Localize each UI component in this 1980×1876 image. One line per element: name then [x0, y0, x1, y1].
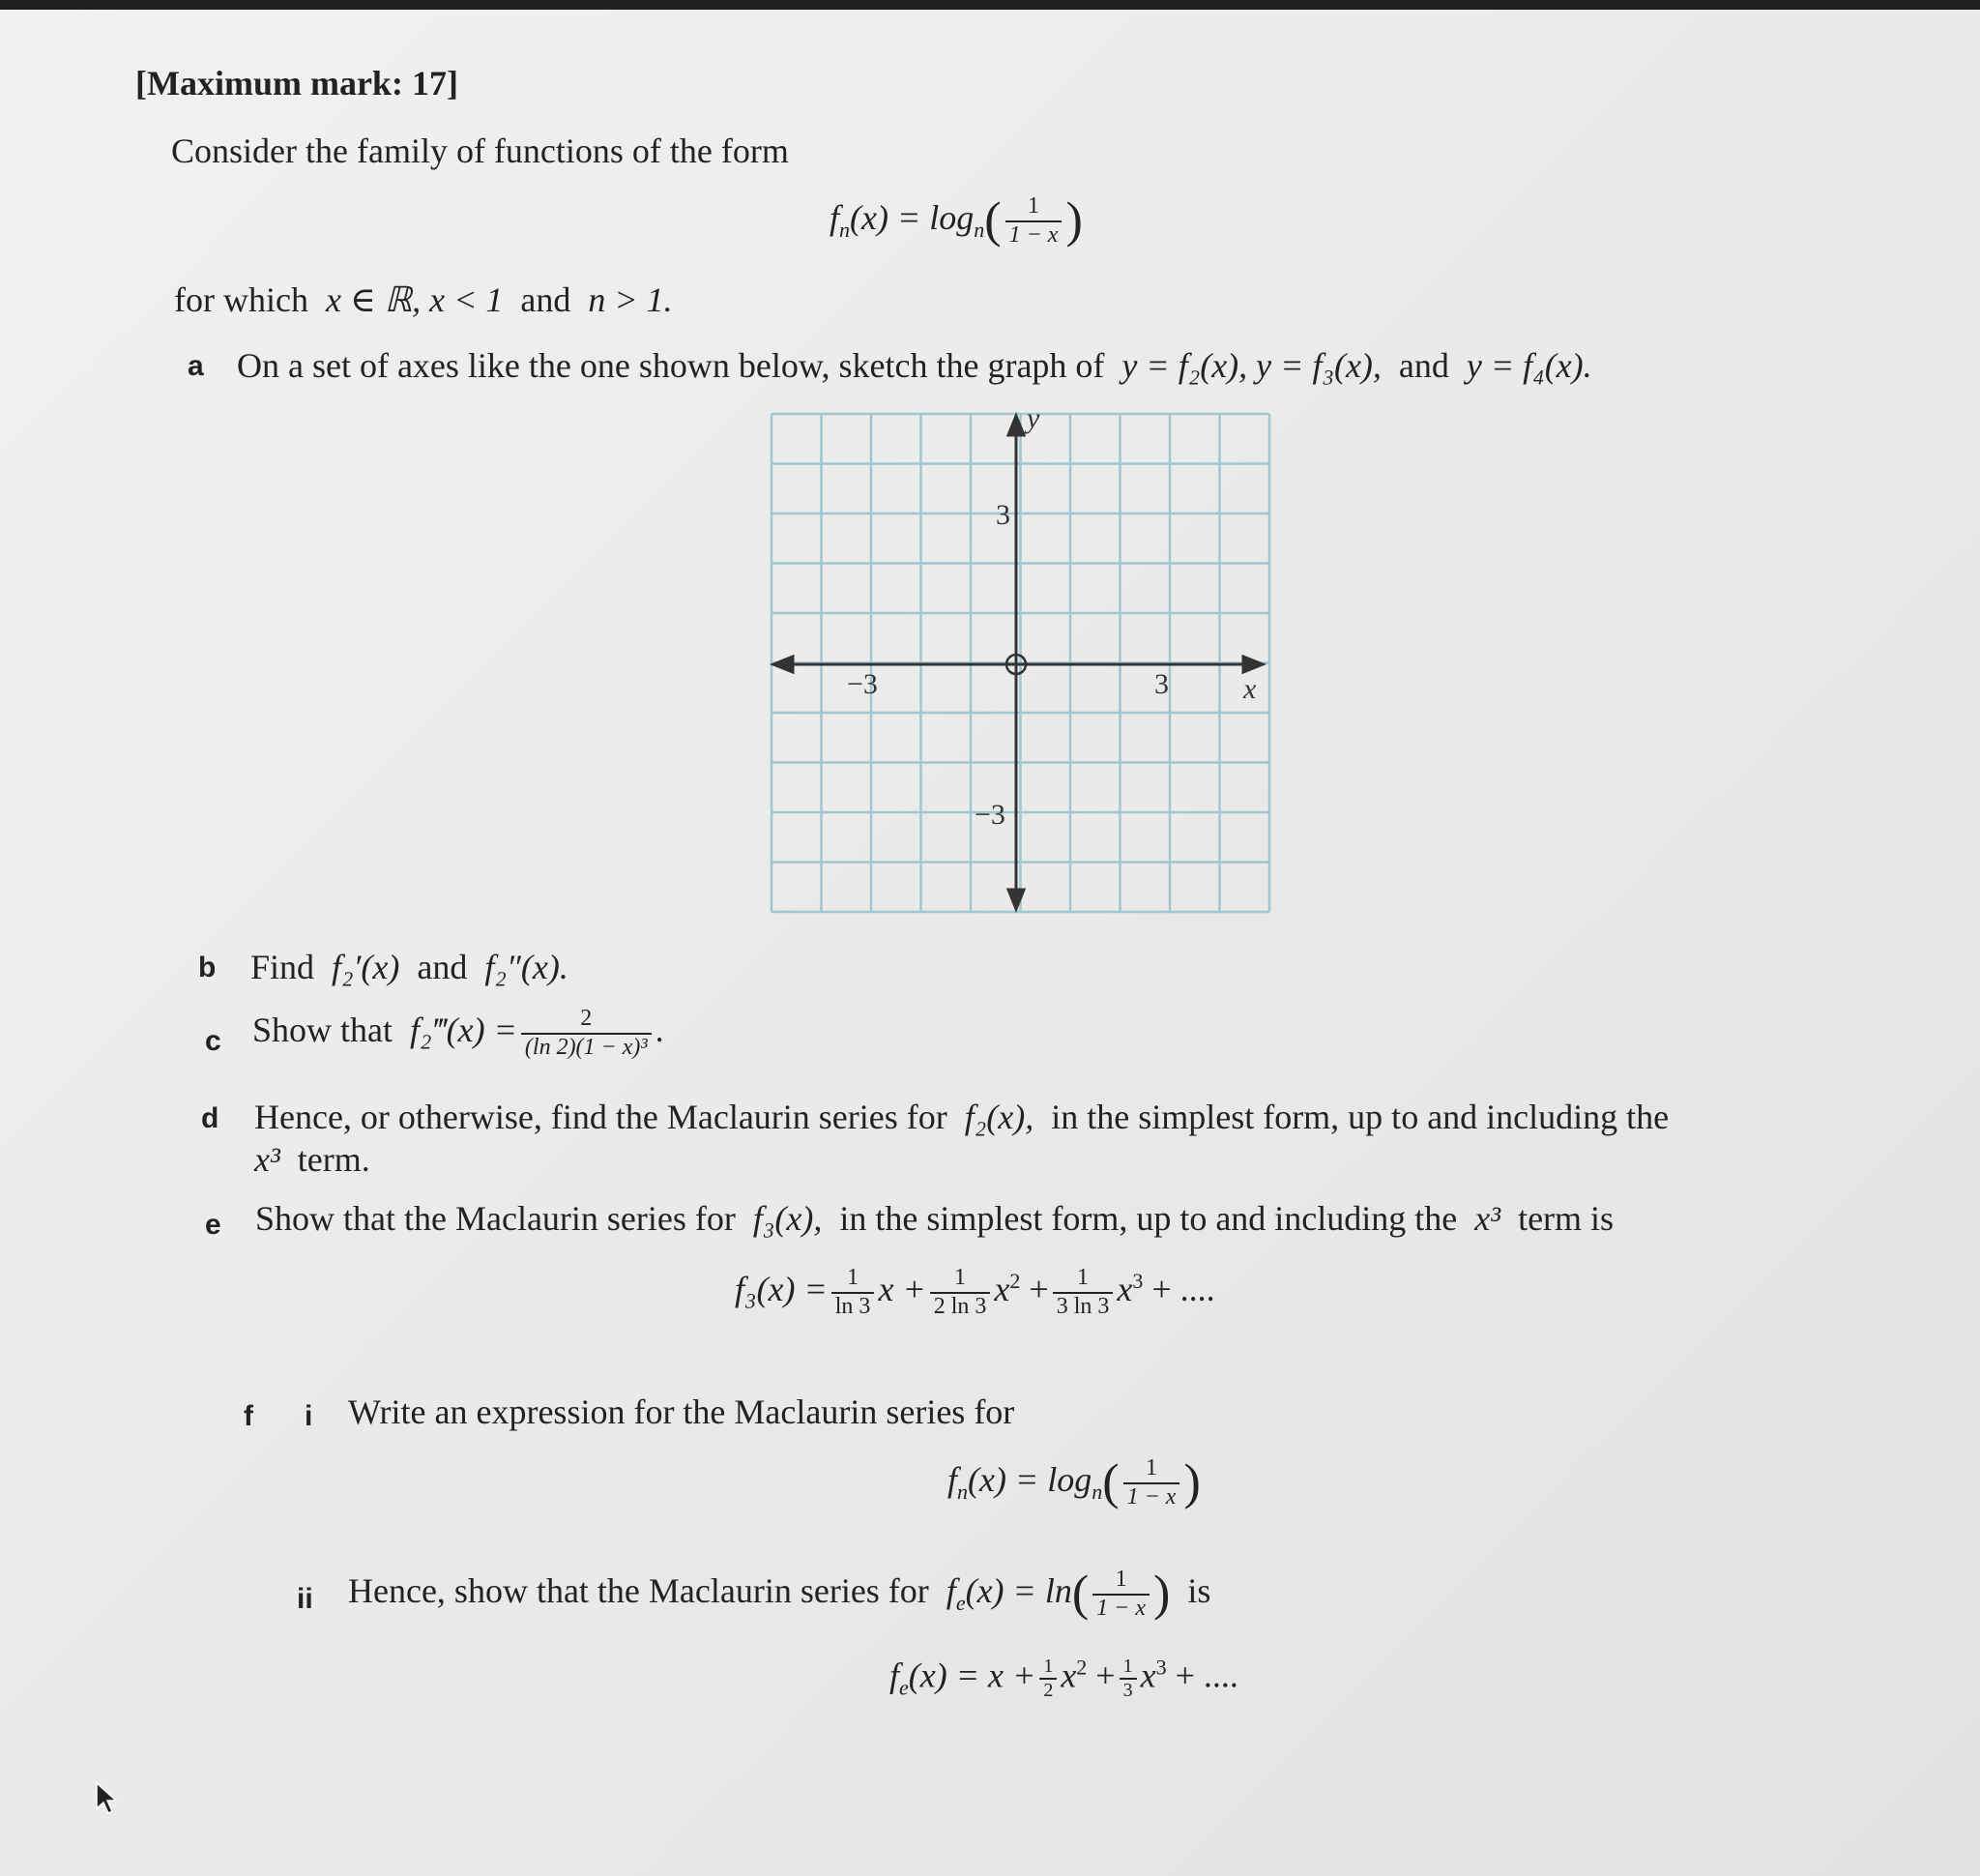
part-b-label: b	[198, 952, 217, 983]
x-axis-label: x	[1243, 673, 1257, 705]
max-mark: [Maximum mark: 17]	[135, 64, 458, 103]
y-axis-label: y	[1027, 406, 1040, 434]
part-e-label: e	[205, 1209, 221, 1241]
part-a-label: a	[188, 350, 204, 382]
intro-text: Consider the family of functions of the form	[171, 132, 789, 170]
axes-grid	[764, 406, 1276, 919]
condition: for which x ∈ ℝ, x < 1 and n > 1.	[174, 280, 673, 319]
part-f-i-text: Write an expression for the Maclaurin series for	[348, 1392, 1015, 1431]
part-f-i-label: i	[305, 1400, 313, 1432]
part-f-ii-text: Hence, show that the Maclaurin series for $f_e(x) = \ln$( $\frac{1}{1 - x}$ ) is	[348, 1566, 1211, 1622]
part-b-text: Find f₂′(x) and f₂″(x).	[250, 948, 568, 986]
part-f-ii-result: $f_e(x) = x$ + $\frac{1}{2}$ $x^2$ + $\frac{1}{3}$ $x^3$ + ....	[889, 1655, 1238, 1701]
part-e-series: f₃(x) = $\frac{1}{\ln 3}$ x + $\frac{1}{2 \ln 3}$ $x^2$ + $\frac{1}{3 \ln 3}$ $x^3$ + ....	[735, 1265, 1215, 1319]
part-c-fraction: $\frac{2}{\text{(ln 2)(1 − x)³}}$	[521, 1006, 652, 1061]
tick-y-3: 3	[996, 499, 1010, 531]
part-d-label: d	[201, 1102, 219, 1134]
part-f-i-formula: $f_n(x) = \log_n$( $\frac{1}{1 - x}$ )	[947, 1454, 1201, 1510]
part-c-label: c	[205, 1025, 221, 1057]
mouse-cursor-icon	[95, 1781, 120, 1816]
main-formula: $f_n(x) = \log_n$( $\frac{1}{1 - x}$ )	[830, 192, 1083, 249]
part-d-line2: x³ term.	[254, 1140, 370, 1179]
part-e-text: Show that the Maclaurin series for f₃(x), in the simplest form, up to and including the x³ term is	[255, 1199, 1615, 1238]
part-f-ii-label: ii	[297, 1583, 313, 1615]
part-f-label: f	[244, 1400, 253, 1432]
main-fraction: $\frac{1}{1 - x}$	[1005, 193, 1063, 249]
tick-x-3: 3	[1154, 668, 1169, 700]
top-edge	[0, 0, 1980, 10]
part-c-text: Show that f₂‴(x) = $\frac{2}{\text{(ln 2)(1 − x)³}}$ .	[252, 1006, 664, 1060]
part-d-line1: Hence, or otherwise, find the Maclaurin series for f₂(x), in the simplest form, up to and including the	[254, 1098, 1670, 1136]
tick-x-neg3: −3	[847, 668, 878, 700]
part-a-text: On a set of axes like the one shown below, sketch the graph of y = f₂(x), y = f₃(x), and y = f₄(x).	[237, 346, 1592, 385]
tick-y-neg3: −3	[975, 799, 1005, 831]
